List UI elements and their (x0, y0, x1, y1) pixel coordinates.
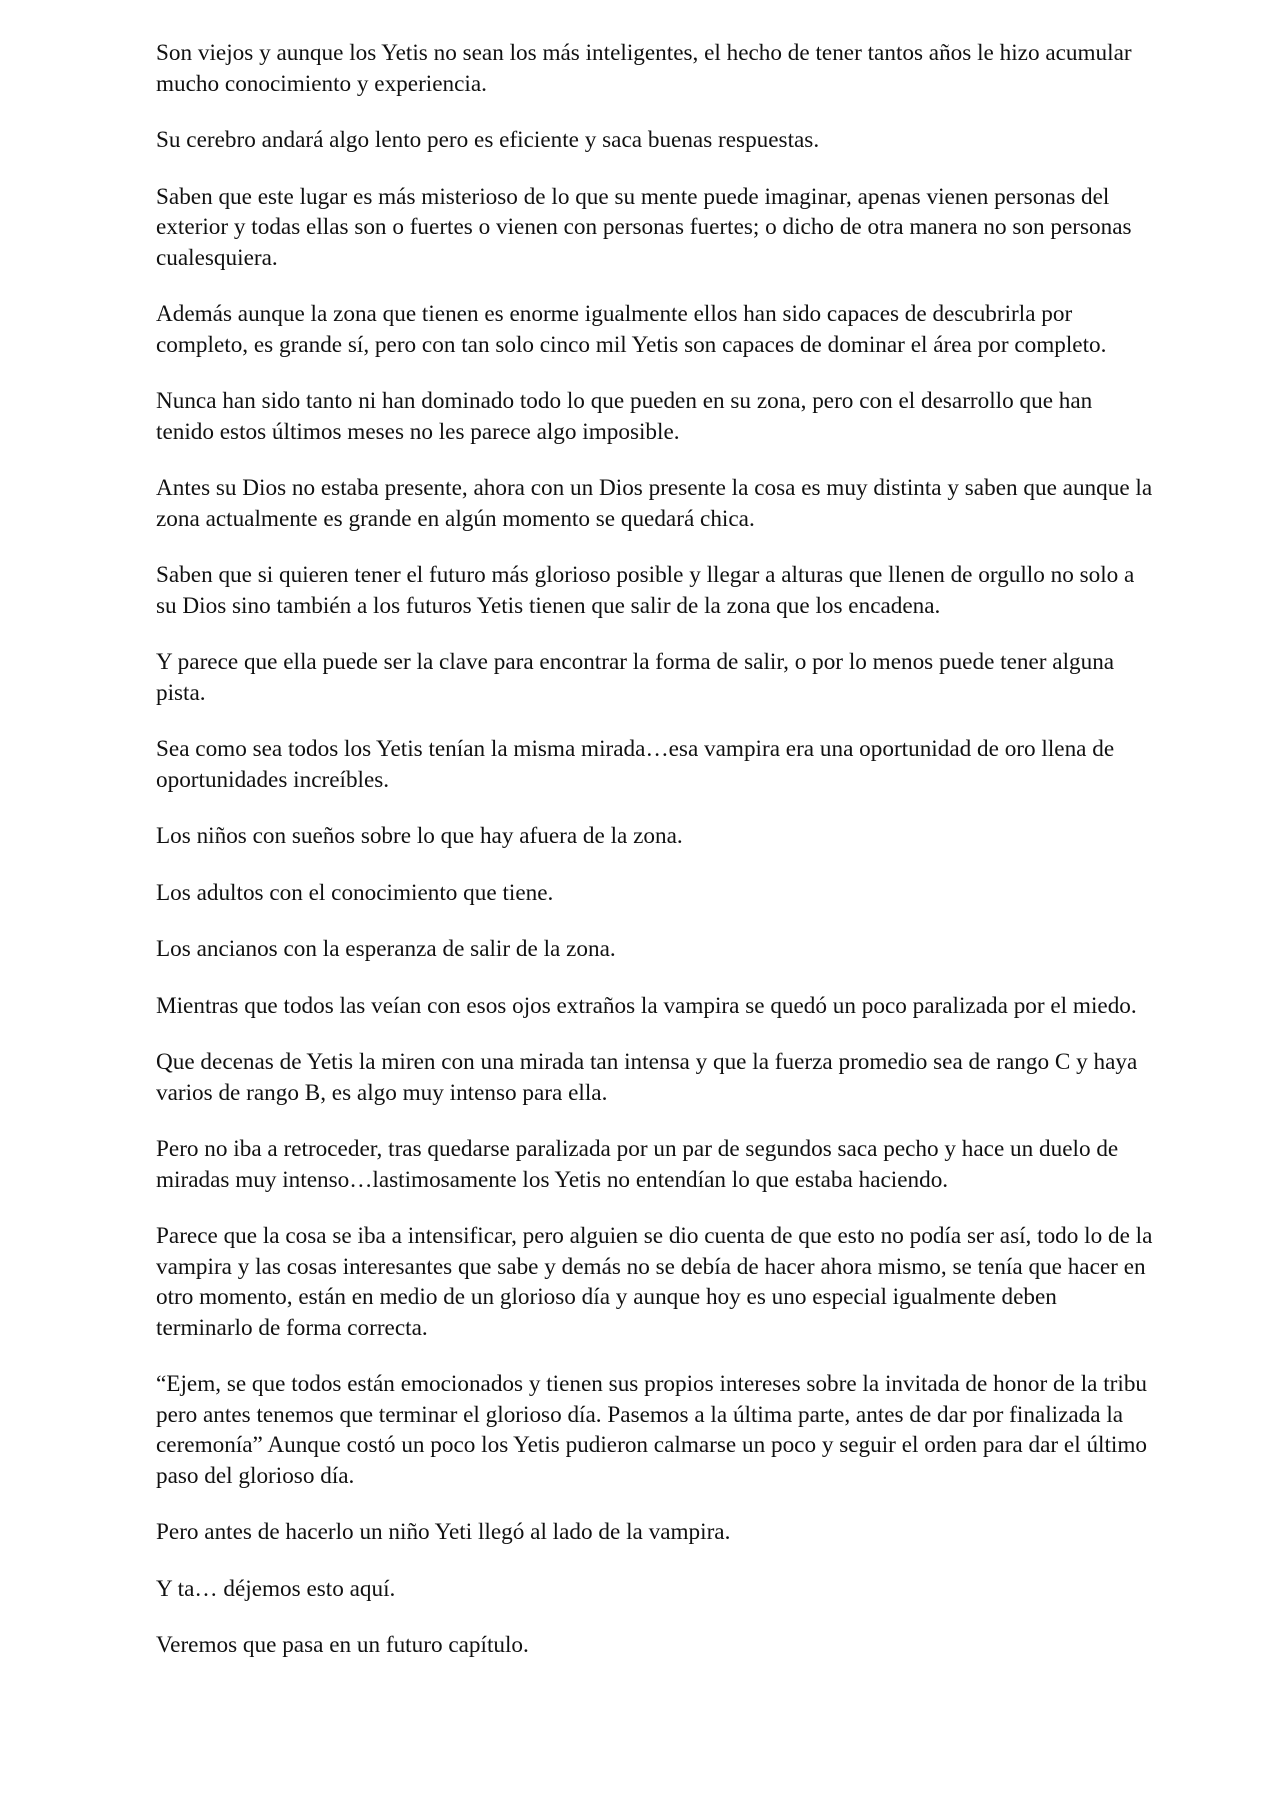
paragraph: Además aunque la zona que tienen es enorme igualmente ellos han sido capaces de descubrirla por completo, es grande sí, pero con tan solo cinco mil Yetis son capaces de dominar el área por completo. (156, 301, 1107, 358)
paragraph: Su cerebro andará algo lento pero es eficiente y saca buenas respuestas. (156, 127, 820, 153)
paragraph: Los adultos con el conocimiento que tiene. (156, 879, 554, 906)
paragraph: Los niños con sueños sobre lo que hay afuera de la zona. (156, 823, 683, 849)
paragraph: Saben que si quieren tener el futuro más glorioso posible y llegar a alturas que llenen de orgullo no solo a su Dios sino también a los futuros Yetis tienen que salir de la zona que los encadena. (156, 562, 1135, 619)
paragraph: Y ta… déjemos esto aquí. (156, 1575, 396, 1602)
paragraph: Son viejos y aunque los Yetis no sean los más inteligentes, el hecho de tener tantos años le hizo acumular mucho conocimiento y experiencia. (156, 40, 1132, 97)
paragraph: Sea como sea todos los Yetis tenían la misma mirada…esa vampira era una oportunidad de oro llena de oportunidades increíbles. (156, 736, 1115, 793)
paragraph: Pero antes de hacerlo un niño Yeti llegó al lado de la vampira. (156, 1519, 731, 1545)
paragraph: Parece que la cosa se iba a intensificar, pero alguien se dio cuenta de que esto no podía ser así, todo lo de la vampira y las cosas interesantes que sabe y demás no se debía de hacer ahora mismo, se tenía que hacer en otro momento, están en medio de un glorioso día y aunque hoy es uno especial igualmente deben terminarlo de forma correcta. (156, 1223, 1153, 1341)
document-page (156, 38, 1156, 1687)
paragraph: Veremos que pasa en un futuro capítulo. (156, 1632, 529, 1658)
paragraph: Los ancianos con la esperanza de salir de la zona. (156, 936, 616, 962)
paragraph: Y parece que ella puede ser la clave para encontrar la forma de salir, o por lo menos puede tener alguna pista. (156, 649, 1115, 706)
paragraph: Mientras que todos las veían con esos ojos extraños la vampira se quedó un poco paralizada por el miedo. (156, 992, 1137, 1019)
paragraph: Que decenas de Yetis la miren con una mirada tan intensa y que la fuerza promedio sea de rango C y haya varios de rango B, es algo muy intenso para ella. (156, 1049, 1138, 1106)
paragraph: Nunca han sido tanto ni han dominado todo lo que pueden en su zona, pero con el desarrollo que han tenido estos últimos meses no les parece algo imposible. (156, 388, 1093, 445)
paragraph: Pero no iba a retroceder, tras quedarse paralizada por un par de segundos saca pecho y hace un duelo de miradas muy intenso…lastimosamente los Yetis no entendían lo que estaba haciendo. (156, 1136, 1119, 1193)
paragraph: Antes su Dios no estaba presente, ahora con un Dios presente la cosa es muy distinta y saben que aunque la zona actualmente es grande en algún momento se quedará chica. (156, 475, 1153, 532)
paragraph: “Ejem, se que todos están emocionados y tienen sus propios intereses sobre la invitada de honor de la tribu pero antes tenemos que terminar el glorioso día. Pasemos a la última parte, antes de dar por finalizada la ceremonía” Aunque costó un poco los Yetis pudieron calmarse un poco y seguir el orden para dar el último paso del glorioso día. (156, 1371, 1148, 1489)
paragraph: Saben que este lugar es más misterioso de lo que su mente puede imaginar, apenas vienen personas del exterior y todas ellas son o fuertes o vienen con personas fuertes; o dicho de otra manera no son personas cualesquiera. (156, 183, 1132, 271)
